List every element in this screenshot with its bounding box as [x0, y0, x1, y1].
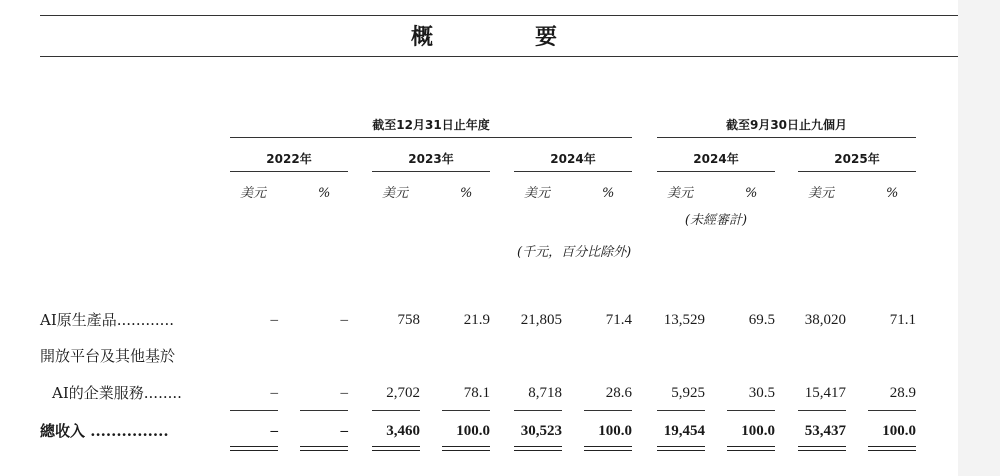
total-value: 53,437 — [804, 423, 846, 439]
unit-usd-label: 美元 — [240, 186, 267, 201]
row-label: AI原生產品............ — [40, 311, 174, 329]
total-value: 19,454 — [663, 423, 705, 439]
subtotal-rule — [300, 410, 348, 411]
cell-value: – — [270, 385, 278, 401]
subtotal-rule — [727, 410, 775, 411]
year-header-2022: 2022年 — [266, 152, 312, 166]
cell-value: 69.5 — [748, 312, 775, 328]
row-label-line1: 開放平台及其他基於 — [40, 347, 176, 365]
double-rule — [230, 446, 278, 451]
subtotal-rule — [868, 410, 916, 411]
page-gutter — [958, 0, 1000, 476]
top-rule — [40, 15, 958, 16]
unit-usd-label: 美元 — [808, 186, 835, 201]
total-value: 3,460 — [386, 423, 420, 439]
subtotal-rule — [514, 410, 562, 411]
unit-usd-label: 美元 — [382, 186, 409, 201]
unit-usd-label: 美元 — [524, 186, 551, 201]
row-label-total: 總收入 ............... — [40, 422, 169, 440]
double-rule — [372, 446, 420, 451]
double-rule — [442, 446, 490, 451]
unit-pct-label: % — [318, 186, 331, 201]
cell-value: 8,718 — [528, 385, 562, 401]
cell-value: 71.4 — [605, 312, 632, 328]
double-rule — [657, 446, 705, 451]
total-value: – — [340, 423, 348, 439]
cell-value: 78.1 — [463, 385, 490, 401]
double-rule — [868, 446, 916, 451]
thousands-note: (千元，百分比除外) — [517, 245, 632, 260]
cell-value: 28.9 — [889, 385, 916, 401]
double-rule — [514, 446, 562, 451]
year-header-2024: 2024年 — [550, 152, 596, 166]
subtotal-rule — [657, 410, 705, 411]
cell-value: – — [340, 385, 348, 401]
double-rule — [584, 446, 632, 451]
total-value: 30,523 — [520, 423, 562, 439]
title-rule — [40, 56, 958, 57]
unit-pct-label: % — [745, 186, 758, 201]
cell-value: 758 — [397, 312, 420, 328]
unit-pct-label: % — [602, 186, 615, 201]
year-header-2024-nine-months: 2024年 — [693, 152, 739, 166]
cell-value: 15,417 — [804, 385, 846, 401]
total-value: – — [270, 423, 278, 439]
cell-value: 28.6 — [605, 385, 632, 401]
double-rule — [798, 446, 846, 451]
total-value: 100.0 — [741, 423, 775, 439]
page-title: 概 要 — [410, 24, 597, 50]
cell-value: – — [340, 312, 348, 328]
year-header-2025: 2025年 — [834, 152, 880, 166]
period-header-nine-months: 截至9月30日止九個月 — [725, 118, 848, 132]
unit-usd-label: 美元 — [667, 186, 694, 201]
cell-value: 13,529 — [663, 312, 705, 328]
unit-pct-label: % — [886, 186, 899, 201]
cell-value: 38,020 — [804, 312, 846, 328]
cell-value: 5,925 — [671, 385, 705, 401]
double-rule — [727, 446, 775, 451]
total-value: 100.0 — [598, 423, 632, 439]
period-rule-year-end — [230, 137, 632, 138]
period-header-year-end: 截至12月31日止年度 — [372, 118, 490, 132]
double-rule — [300, 446, 348, 451]
total-value: 100.0 — [456, 423, 490, 439]
period-rule-nine-months — [657, 137, 916, 138]
row-label: AI的企業服務........ — [52, 384, 182, 402]
year-header-2023: 2023年 — [408, 152, 454, 166]
subtotal-rule — [442, 410, 490, 411]
year-rule — [514, 171, 632, 172]
unit-pct-label: % — [460, 186, 473, 201]
subtotal-rule — [798, 410, 846, 411]
year-rule — [230, 171, 348, 172]
cell-value: – — [270, 312, 278, 328]
unaudited-note: (未經審計) — [684, 213, 748, 228]
cell-value: 2,702 — [386, 385, 420, 401]
cell-value: 21,805 — [520, 312, 562, 328]
cell-value: 30.5 — [748, 385, 775, 401]
cell-value: 21.9 — [463, 312, 490, 328]
subtotal-rule — [584, 410, 632, 411]
year-rule — [798, 171, 916, 172]
subtotal-rule — [230, 410, 278, 411]
year-rule — [372, 171, 490, 172]
cell-value: 71.1 — [889, 312, 916, 328]
total-value: 100.0 — [882, 423, 916, 439]
year-rule — [657, 171, 775, 172]
subtotal-rule — [372, 410, 420, 411]
